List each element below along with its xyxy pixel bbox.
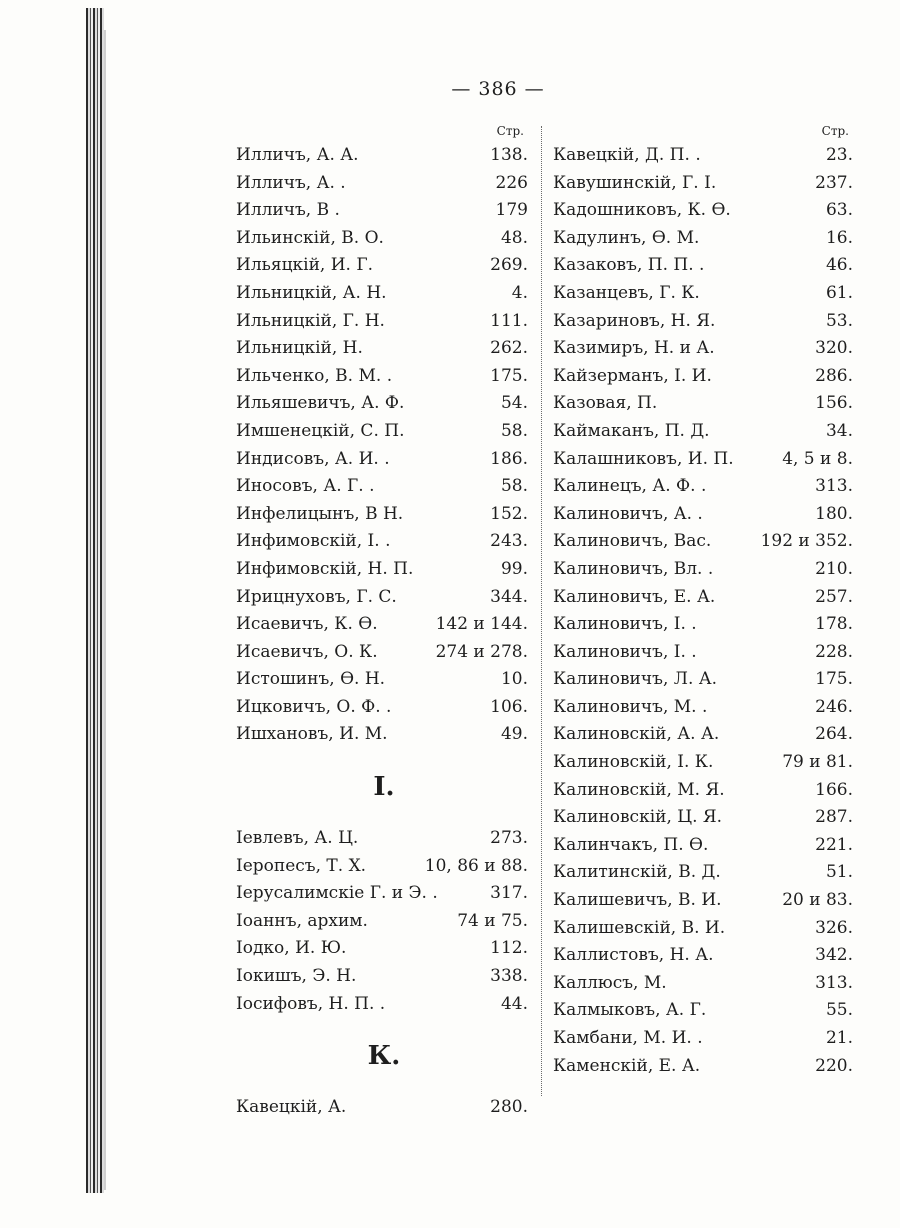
entry-pages: 79 и 81.	[782, 752, 853, 773]
index-entry	[553, 804, 853, 832]
entry-name: Индисовъ, А. И. .	[236, 448, 390, 469]
entry-pages: 58.	[500, 476, 528, 497]
entry-name: Илличъ, А. А.	[236, 145, 359, 165]
entry-name: Каллистовъ, Н. А.	[553, 945, 714, 966]
entry-name: Калиновичъ, М. .	[553, 696, 708, 717]
index-entry	[236, 935, 528, 963]
entry-pages: 166.	[815, 779, 853, 800]
index-entry	[236, 853, 528, 881]
entry-name: Ильяшевичъ, А. Ф.	[236, 393, 405, 414]
entry-pages: 338.	[490, 966, 528, 987]
index-entry	[553, 225, 853, 253]
entry-name: Иносовъ, А. Г. .	[236, 476, 375, 497]
index-entry	[236, 473, 528, 501]
entry-pages: 269.	[490, 255, 528, 276]
index-entry	[553, 335, 853, 363]
section-letter-i: I.	[373, 772, 395, 803]
entry-name: Каллюсъ, М.	[553, 972, 667, 993]
entry-pages: 74 и 75.	[457, 910, 528, 931]
index-entry	[553, 501, 853, 529]
entry-pages: 210.	[815, 558, 853, 579]
entry-pages: 111.	[490, 310, 528, 331]
entry-pages: 274 и 278.	[435, 641, 528, 662]
left-column-header: Стр.	[496, 124, 524, 138]
entry-pages: 313.	[815, 972, 853, 993]
left-column	[236, 120, 528, 1122]
entry-name: Іоаннъ, архим.	[236, 910, 368, 931]
entry-name: Казаковъ, П. П. .	[553, 255, 705, 276]
index-entry	[236, 528, 528, 556]
index-entry	[236, 880, 528, 908]
entry-pages: 58.	[500, 420, 528, 441]
entry-name: Калинецъ, А. Ф. .	[553, 476, 707, 497]
right-column	[553, 120, 853, 1080]
index-entry	[553, 666, 853, 694]
entry-pages: 280.	[490, 1097, 528, 1118]
index-entry	[553, 363, 853, 391]
entry-pages: 4, 5 и 8.	[782, 448, 853, 469]
index-entry	[553, 473, 853, 501]
entry-name: Ильченко, В. М. .	[236, 365, 393, 386]
entry-name: Іокишъ, Э. Н.	[236, 966, 357, 987]
index-entry	[553, 418, 853, 446]
entry-name: Калмыковъ, А. Г.	[553, 1000, 707, 1021]
index-entry	[553, 1025, 853, 1053]
entry-pages: 48.	[500, 227, 528, 248]
entry-pages: 226	[495, 172, 528, 193]
entry-name: Ицковичъ, О. Ф. .	[236, 696, 392, 717]
entry-pages: 54.	[500, 393, 528, 414]
column-divider	[541, 126, 542, 1096]
entry-pages: 53.	[825, 310, 853, 331]
entry-pages: 106.	[490, 696, 528, 717]
index-entry	[553, 1053, 853, 1081]
index-entry	[553, 859, 853, 887]
entry-pages: 237.	[815, 172, 853, 193]
entry-name: Калиновичъ, І. .	[553, 614, 697, 635]
entry-pages: 179	[495, 200, 528, 221]
index-entry	[553, 832, 853, 860]
entry-name: Ильницкій, Г. Н.	[236, 310, 385, 331]
entry-name: Калиновичъ, Л. А.	[553, 669, 718, 690]
entry-name: Калишевскій, В. И.	[553, 917, 726, 938]
entry-pages: 152.	[490, 503, 528, 524]
entry-name: Калишевичъ, В. И.	[553, 890, 722, 911]
entry-name: Кавецкій, Д. П. .	[553, 145, 701, 165]
entry-name: Казимиръ, Н. и А.	[553, 338, 715, 359]
index-entry	[236, 694, 528, 722]
entry-pages: 180.	[815, 503, 853, 524]
index-entry	[553, 887, 853, 915]
section-letter-k: К.	[367, 1041, 401, 1072]
entry-name: Ильинскій, В. О.	[236, 227, 384, 248]
index-entry	[236, 418, 528, 446]
entry-name: Истошинъ, Ѳ. Н.	[236, 669, 386, 690]
entry-name: Калинчакъ, П. Ѳ.	[553, 834, 709, 855]
entry-name: Іосифовъ, Н. П. .	[236, 993, 386, 1014]
index-entry	[553, 584, 853, 612]
entry-pages: 262.	[490, 338, 528, 359]
book-binding-edge	[86, 8, 104, 1193]
right-column-header: Стр.	[821, 124, 849, 138]
index-entry	[553, 997, 853, 1025]
page-number: — 386 —	[451, 78, 545, 100]
entry-name: Каменскій, Е. А.	[553, 1055, 701, 1076]
entry-pages: 99.	[500, 558, 528, 579]
entry-name: Инфимовскій, Н. П.	[236, 558, 414, 579]
index-entry	[236, 308, 528, 336]
entry-name: Іерусалимскіе Г. и Э. .	[236, 883, 438, 904]
index-entry	[553, 170, 853, 198]
entry-name: Калиновичъ, Е. А.	[553, 586, 716, 607]
entry-pages: 10.	[500, 669, 528, 690]
entry-name: Кавушинскій, Г. І.	[553, 172, 717, 193]
entry-name: Каймаканъ, П. Д.	[553, 420, 710, 441]
entry-name: Исаевичъ, К. Ѳ.	[236, 614, 378, 635]
entry-pages: 320.	[815, 338, 853, 359]
index-entry	[553, 142, 853, 170]
entry-pages: 175.	[815, 669, 853, 690]
entry-name: Казариновъ, Н. Я.	[553, 310, 716, 331]
entry-pages: 23.	[825, 145, 853, 165]
entry-pages: 175.	[490, 365, 528, 386]
index-entry	[553, 528, 853, 556]
index-entry	[553, 446, 853, 474]
entry-name: Илличъ, В .	[236, 200, 340, 221]
entry-pages: 21.	[825, 1028, 853, 1048]
index-entry	[553, 694, 853, 722]
left-entries-a	[236, 142, 528, 749]
entry-pages: 44.	[500, 993, 528, 1014]
index-entry	[236, 225, 528, 253]
entry-name: Калашниковъ, И. П.	[553, 448, 734, 469]
entry-name: Ишхановъ, И. М.	[236, 724, 388, 745]
index-entry	[553, 721, 853, 749]
index-entry	[236, 335, 528, 363]
entry-pages: 228.	[815, 641, 853, 662]
index-entry	[236, 825, 528, 853]
entry-name: Кадулинъ, Ѳ. М.	[553, 227, 700, 248]
index-entry	[553, 915, 853, 943]
entry-name: Инфимовскій, I. .	[236, 531, 391, 552]
right-entries	[553, 142, 853, 1080]
index-entry	[236, 252, 528, 280]
entry-pages: 221.	[815, 834, 853, 855]
index-entry	[553, 556, 853, 584]
entry-pages: 51.	[825, 862, 853, 883]
entry-pages: 4.	[511, 282, 528, 303]
entry-pages: 186.	[490, 448, 528, 469]
entry-pages: 246.	[815, 696, 853, 717]
entry-name: Кайзерманъ, І. И.	[553, 365, 712, 386]
entry-name: Іодко, И. Ю.	[236, 938, 347, 959]
page-gutter-shadow	[104, 30, 106, 1190]
entry-name: Калиновскій, А. А.	[553, 724, 720, 745]
entry-name: Іевлевъ, А. Ц.	[236, 828, 359, 849]
index-entry	[236, 556, 528, 584]
entry-name: Ильяцкій, И. Г.	[236, 255, 374, 276]
entry-pages: 178.	[815, 614, 853, 635]
index-entry	[236, 390, 528, 418]
entry-pages: 10, 86 и 88.	[424, 855, 528, 876]
entry-name: Камбани, М. И. .	[553, 1028, 703, 1048]
index-entry	[553, 749, 853, 777]
index-entry	[553, 970, 853, 998]
entry-pages: 156.	[815, 393, 853, 414]
index-entry	[236, 639, 528, 667]
index-entry	[236, 446, 528, 474]
index-entry	[553, 611, 853, 639]
entry-name: Калитинскій, В. Д.	[553, 862, 721, 883]
index-entry	[553, 252, 853, 280]
index-entry	[236, 142, 528, 170]
entry-pages: 20 и 83.	[782, 890, 853, 911]
entry-name: Инфелицынъ, В Н.	[236, 503, 404, 524]
entry-pages: 112.	[490, 938, 528, 959]
entry-name: Іеропесъ, Т. Х.	[236, 855, 367, 876]
entry-name: Ильницкій, Н.	[236, 338, 363, 359]
entry-name: Илличъ, А. .	[236, 172, 346, 193]
index-entry	[236, 280, 528, 308]
entry-pages: 273.	[490, 828, 528, 849]
entry-pages: 61.	[825, 282, 853, 303]
entry-pages: 287.	[815, 807, 853, 828]
index-entry	[236, 363, 528, 391]
entry-pages: 313.	[815, 476, 853, 497]
index-entry	[553, 777, 853, 805]
entry-pages: 257.	[815, 586, 853, 607]
entry-pages: 326.	[815, 917, 853, 938]
index-entry	[553, 197, 853, 225]
entry-pages: 142 и 144.	[435, 614, 528, 635]
left-entries-b	[236, 825, 528, 1018]
entry-pages: 49.	[500, 724, 528, 745]
index-entry	[553, 639, 853, 667]
entry-pages: 220.	[815, 1055, 853, 1076]
index-entry	[236, 584, 528, 612]
entry-pages: 264.	[815, 724, 853, 745]
entry-name: Казанцевъ, Г. К.	[553, 282, 700, 303]
index-entry	[553, 942, 853, 970]
entry-name: Калиновскій, І. К.	[553, 752, 714, 773]
index-entry	[236, 1094, 528, 1122]
entry-name: Исаевичъ, О. К.	[236, 641, 378, 662]
entry-pages: 63.	[825, 200, 853, 221]
entry-pages: 46.	[825, 255, 853, 276]
index-entry	[236, 963, 528, 991]
entry-pages: 286.	[815, 365, 853, 386]
entry-name: Ирицнуховъ, Г. С.	[236, 586, 397, 607]
entry-pages: 243.	[490, 531, 528, 552]
entry-pages: 34.	[825, 420, 853, 441]
entry-pages: 138.	[490, 145, 528, 165]
entry-pages: 192 и 352.	[760, 531, 853, 552]
index-entry	[236, 991, 528, 1019]
entry-pages: 344.	[490, 586, 528, 607]
index-entry	[553, 390, 853, 418]
entry-pages: 317.	[490, 883, 528, 904]
entry-pages: 16.	[825, 227, 853, 248]
entry-pages: 342.	[815, 945, 853, 966]
entry-name: Калиновичъ, І. .	[553, 641, 697, 662]
index-entry	[236, 908, 528, 936]
entry-name: Ильницкій, А. Н.	[236, 282, 387, 303]
index-entry	[236, 197, 528, 225]
index-entry	[236, 611, 528, 639]
entry-name: Калиновичъ, Вас.	[553, 531, 712, 552]
entry-name: Калиновскій, Ц. Я.	[553, 807, 723, 828]
entry-name: Кавецкій, А.	[236, 1097, 347, 1118]
entry-pages: 55.	[825, 1000, 853, 1021]
left-entries-c	[236, 1094, 528, 1122]
index-entry	[236, 501, 528, 529]
entry-name: Калиновичъ, А. .	[553, 503, 703, 524]
index-entry	[236, 170, 528, 198]
index-entry	[553, 280, 853, 308]
index-entry	[236, 721, 528, 749]
entry-name: Казовая, П.	[553, 393, 658, 414]
entry-name: Кадошниковъ, К. Ѳ.	[553, 200, 731, 221]
entry-name: Имшенецкій, С. П.	[236, 420, 405, 441]
index-entry	[553, 308, 853, 336]
index-entry	[236, 666, 528, 694]
entry-name: Калиновскій, М. Я.	[553, 779, 725, 800]
entry-name: Калиновичъ, Вл. .	[553, 558, 714, 579]
